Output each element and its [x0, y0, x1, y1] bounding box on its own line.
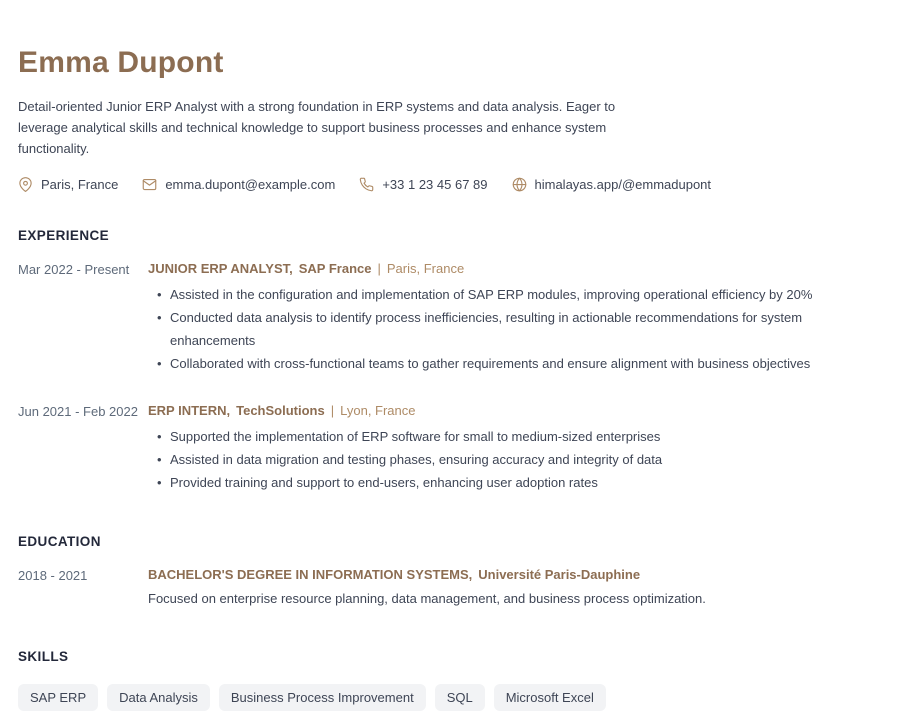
bullet-list [148, 425, 886, 494]
job-role: JUNIOR ERP ANALYST, [148, 261, 293, 276]
bullet-list [148, 283, 886, 375]
title-separator: | [377, 261, 381, 276]
entry-body [148, 261, 886, 375]
contact-location [18, 177, 118, 192]
entry-dates: Jun 2021 - Feb 2022 [18, 404, 138, 419]
section-title-education: EDUCATION [18, 534, 101, 549]
company-name: TechSolutions [236, 403, 325, 418]
location-pin-icon [18, 177, 33, 192]
website-text: himalayas.app/@emmadupont [534, 177, 712, 192]
bullet-item: • Conducted data analysis to identify process inefficiencies, resulting in actionable recommendations for system enhancements [148, 306, 886, 352]
contact-email[interactable] [142, 177, 335, 192]
contact-website[interactable] [512, 177, 712, 192]
phone-icon [359, 177, 374, 192]
job-location: Lyon, France [340, 403, 416, 418]
education-entry [18, 567, 886, 609]
skill-tag: Data Analysis [107, 684, 210, 711]
bullet-item: • Provided training and support to end-users, enhancing user adoption rates [148, 471, 886, 494]
contact-row [18, 177, 886, 192]
skill-tag: SAP ERP [18, 684, 98, 711]
entry-title [148, 403, 886, 418]
phone-text: +33 1 23 45 67 89 [382, 177, 488, 192]
skills-list [18, 684, 886, 711]
education-description: Focused on enterprise resource planning, data management, and business process optimization. [148, 591, 706, 606]
email-icon [142, 177, 157, 192]
experience-entry [18, 403, 886, 494]
globe-icon [512, 177, 527, 192]
skill-tag: SQL [435, 684, 485, 711]
job-location: Paris, France [386, 261, 465, 276]
entry-dates: 2018 - 2021 [18, 568, 88, 583]
entry-body [148, 567, 886, 609]
entry-title [148, 567, 886, 582]
location-text: Paris, France [41, 177, 119, 192]
bullet-item: • Assisted in data migration and testing phases, ensuring accuracy and integrity of data [148, 448, 886, 471]
entry-body [148, 403, 886, 494]
contact-phone [359, 177, 487, 192]
entry-dates: Mar 2022 - Present [18, 262, 130, 277]
entry-title [148, 261, 886, 276]
skill-tag: Microsoft Excel [494, 684, 606, 711]
section-title-skills: SKILLS [18, 649, 69, 664]
bullet-item: • Assisted in the configuration and implementation of SAP ERP modules, improving operational efficiency by 20% [148, 283, 886, 306]
experience-entry [18, 261, 886, 375]
email-text: emma.dupont@example.com [165, 177, 336, 192]
degree-name: BACHELOR'S DEGREE IN INFORMATION SYSTEMS, [148, 567, 473, 582]
job-role: ERP INTERN, [148, 403, 231, 418]
company-name: SAP France [298, 261, 372, 276]
skill-tag: Business Process Improvement [219, 684, 426, 711]
school-name: Université Paris-Dauphine [478, 567, 641, 582]
section-title-experience: EXPERIENCE [18, 228, 110, 243]
candidate-name: Emma Dupont [18, 46, 224, 79]
title-separator: | [330, 403, 335, 418]
summary-text: Detail-oriented Junior ERP Analyst with a strong foundation in ERP systems and data analysis. Eager to leverage analytical skills and technical knowledge to support business processes and enhance system functionality. [18, 99, 616, 156]
bullet-item: • Collaborated with cross-functional teams to gather requirements and ensure alignment with business objectives [148, 352, 886, 375]
bullet-item: • Supported the implementation of ERP software for small to medium-sized enterprises [148, 425, 886, 448]
